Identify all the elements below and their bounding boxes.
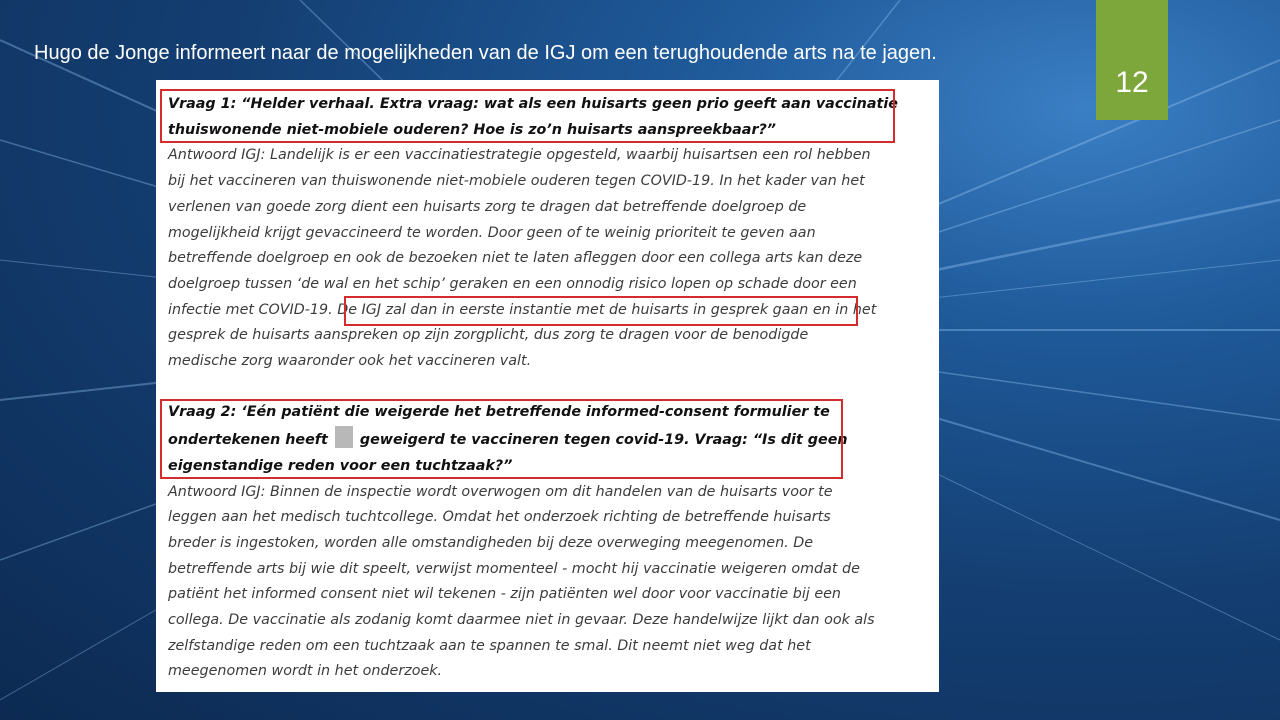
slide-title: Hugo de Jonge informeert naar de mogelijkheden van de IGJ om een terughoudende arts na te jagen. xyxy=(34,42,937,64)
page-number: 12 xyxy=(1115,66,1149,99)
answer-2-line: patiënt het informed consent niet wil tekenen - zijn patiënten wel door voor vaccinatie bij een xyxy=(168,586,841,603)
page-number-badge xyxy=(1096,0,1168,120)
answer-1-line: doelgroep tussen ‘de wal en het schip’ geraken en een onnodig risico lopen op schade door een xyxy=(168,275,857,292)
answer-1-line: verlenen van goede zorg dient een huisarts zorg te dragen dat betreffende doelgroep de xyxy=(168,198,807,215)
answer-2-line: collega. De vaccinatie als zodanig komt daarmee niet in gevaar. Deze handelwijze lijkt dan ook als xyxy=(168,612,875,629)
document-text xyxy=(168,92,932,685)
answer-2-line: meegenomen wordt in het onderzoek. xyxy=(168,663,443,680)
question-2-line: eigenstandige reden voor een tuchtzaak?” xyxy=(168,457,513,474)
answer-1-line: bij het vaccineren van thuiswonende niet-mobiele ouderen tegen COVID-19. In het kader van het xyxy=(168,173,865,190)
question-2-line: Vraag 2: ‘Eén patiënt die weigerde het betreffende informed-consent formulier te xyxy=(168,404,830,421)
answer-2-line: breder is ingestoken, worden alle omstandigheden bij deze overweging meegenomen. De xyxy=(168,534,814,551)
question-1-line: thuiswonende niet-mobiele ouderen? Hoe is zo’n huisarts aanspreekbaar?” xyxy=(168,121,777,138)
question-2-text: ondertekenen heeft xyxy=(168,432,328,449)
question-2-highlight-box xyxy=(160,399,843,479)
answer-2-line: betreffende arts bij wie dit speelt, verwijst momenteel - mocht hij vaccinatie weigeren omdat de xyxy=(168,560,860,577)
answer-1-line: Antwoord IGJ: Landelijk is er een vaccinatiestrategie opgesteld, waarbij huisartsen een rol hebben xyxy=(168,147,871,164)
paragraph-gap xyxy=(168,375,932,401)
answer-2-line: Antwoord IGJ: Binnen de inspectie wordt overwogen om dit handelen van de huisarts voor te xyxy=(168,483,833,500)
answer-1-line: medische zorg waaronder ook het vaccineren valt. xyxy=(168,353,532,370)
answer-1-line: gesprek de huisarts aanspreken op zijn zorgplicht, dus zorg te dragen voor de benodigde xyxy=(168,327,809,344)
answer-1-line: mogelijkheid krijgt gevaccineerd te worden. Door geen of te weinig prioriteit te geven aan xyxy=(168,224,816,241)
question-1-line: Vraag 1: “Helder verhaal. Extra vraag: wat als een huisarts geen prio geeft aan vaccinatie xyxy=(168,96,898,112)
question-1-highlight-box xyxy=(160,89,895,143)
answer-1-text: infectie met COVID-19. xyxy=(168,301,333,318)
question-2-text: geweigerd te vaccineren tegen covid-19. Vraag: “Is dit geen xyxy=(354,432,848,449)
answer-2-line: zelfstandige reden om een tuchtzaak aan te spannen te smal. Dit neemt niet weg dat het xyxy=(168,637,811,654)
answer-2-line: leggen aan het medisch tuchtcollege. Omdat het onderzoek richting de betreffende huisarts xyxy=(168,509,831,526)
document-excerpt xyxy=(156,80,939,692)
highlighted-igj-statement: De IGJ zal dan in eerste instantie met de huisarts in gesprek gaan xyxy=(332,301,809,318)
answer-1-text: en in het xyxy=(808,301,877,318)
answer-1-line: betreffende doelgroep en ook de bezoeken niet te laten afleggen door een collega arts kan deze xyxy=(168,250,863,267)
igj-statement-highlight-box xyxy=(344,296,858,326)
